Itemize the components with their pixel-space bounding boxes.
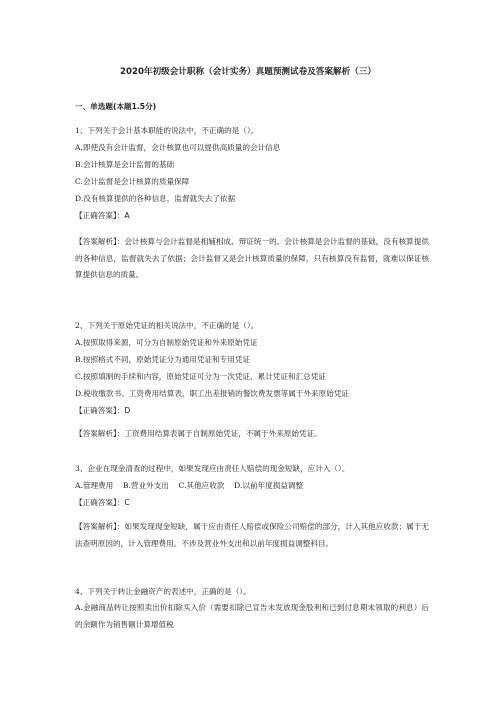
- question-3-answer: [75, 498, 130, 507]
- question-1-option-a: A.即使没有会计监督，会计核算也可以提供高质量的会计信息: [75, 143, 281, 152]
- question-1-option-c: C.会计监督是会计核算的质量保障: [75, 177, 190, 186]
- question-1-stem: 1、下列关于会计基本职能的说法中，不正确的是（）。: [75, 126, 259, 135]
- answer-value: ：A: [116, 211, 130, 220]
- question-2-answer: [75, 406, 130, 415]
- answer-label: 【正确答案】: [75, 406, 117, 415]
- question-1-option-d: D.没有核算提供的各种信息，监督就失去了依据: [75, 194, 236, 203]
- question-4-stem: 4、下列关于转让金融资产的表述中，正确的是（）。: [75, 587, 251, 596]
- question-3-stem: 3、企业在现金清查的过程中，如果发现应由责任人赔偿的现金短缺，应计入（）。: [75, 464, 350, 473]
- section-heading: 一、单选题(本题1.5分): [75, 102, 157, 111]
- page-title: 2020年初级会计职称（会计实务）真题预测试卷及答案解析（三）: [120, 67, 376, 77]
- analysis-text: ：工资费用结算表属于自制原始凭证，不属于外来原始凭证。: [116, 429, 322, 438]
- analysis-label: 【答案解析】: [75, 237, 117, 246]
- question-3-options: A.管理费用 B.营业外支出 C.其他应收款 D.以前年度损益调整: [75, 481, 304, 490]
- question-2-option-d: D.税收缴款书、工资费用结算表、职工出差报销的餐饮费发票等属于外来原始凭证: [75, 389, 350, 398]
- answer-label: 【正确答案】: [75, 211, 117, 220]
- analysis-text: ：如果发现现金短缺，属于应由责任人赔偿或保险公司赔偿的部分，计入其他应收款；属于无法查明原因的，计入管理费用。不涉及营业外支出和以前年度损益调整科目。: [75, 522, 430, 548]
- question-2-option-a: A.按照取得来源，可分为自制原始凭证和外来原始凭证: [75, 338, 258, 347]
- answer-value: ：C: [116, 498, 130, 507]
- question-4-option-a: A.金融商品转让按照卖出价扣除买入价（需要扣除已宣告未发放现金股利和已到付息期未领取的利息）后的余额作为销售额计算增值税: [75, 603, 429, 629]
- question-1-option-b: B.会计核算是会计监督的基础: [75, 160, 175, 169]
- answer-value: ：D: [116, 406, 131, 415]
- question-1-answer: [75, 211, 130, 220]
- question-2-option-b: B.按照格式不同，原始凭证分为通用凭证和专用凭证: [75, 355, 251, 364]
- analysis-text: ：会计核算与会计监督是相辅相成、辩证统一的。会计核算是会计监督的基础，没有核算提供的各种信息，监督就失去了依据；会计监督又是会计核算质量的保障，只有核算没有监督，就难以保证核算提供信息的质量。: [75, 237, 430, 280]
- question-2-option-c: C.按照填制的手续和内容，原始凭证可分为一次凭证、累计凭证和汇总凭证: [75, 372, 326, 381]
- question-2-analysis: [75, 429, 322, 438]
- question-2-stem: 2、下列关于原始凭证的相关说法中，不正确的是（）。: [75, 321, 259, 330]
- answer-label: 【正确答案】: [75, 498, 117, 507]
- analysis-label: 【答案解析】: [75, 522, 117, 531]
- analysis-label: 【答案解析】: [75, 429, 117, 438]
- question-3-analysis: [75, 519, 429, 552]
- question-1-analysis: [75, 234, 429, 284]
